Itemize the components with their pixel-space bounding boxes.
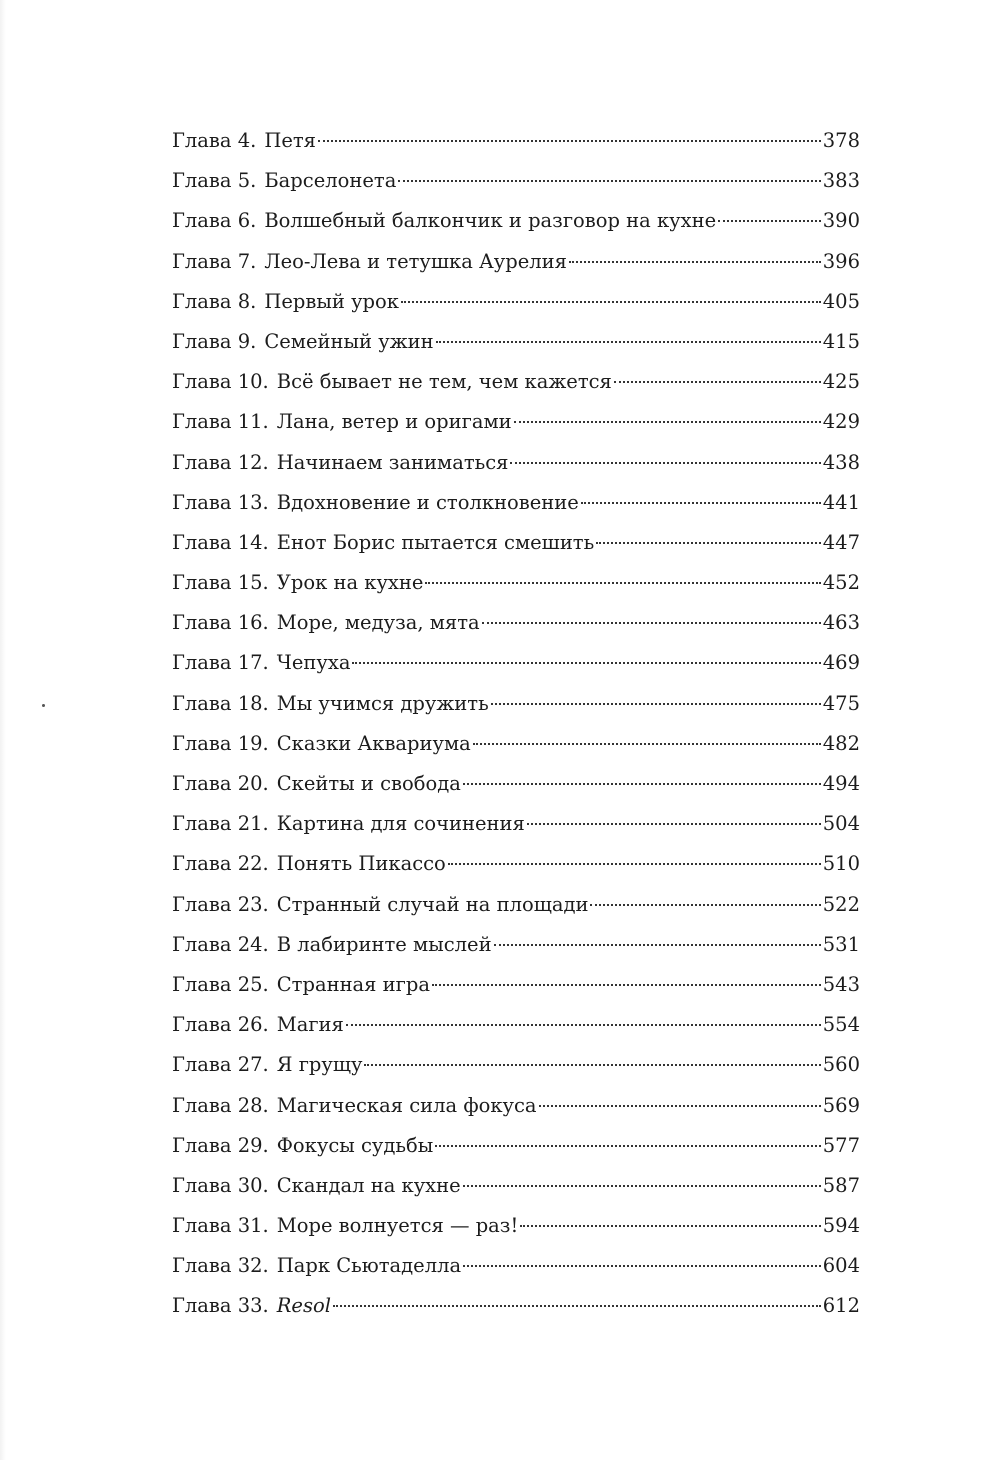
page-number: 383 (822, 169, 860, 193)
toc-entry (172, 1206, 860, 1246)
chapter-label: Глава 25. (172, 972, 269, 996)
chapter-label: Глава 21. (172, 812, 269, 836)
chapter-label: Глава 12. (172, 450, 269, 474)
chapter-label: Глава 14. (172, 530, 269, 554)
chapter-title: Лео-Лева и тетушка Аурелия (264, 249, 567, 273)
page-number: 396 (822, 249, 860, 273)
dot-leader (614, 381, 821, 383)
chapter-title: Парк Сьютаделла (276, 1254, 462, 1278)
chapter-label: Глава 7. (172, 249, 257, 273)
page-number: 482 (822, 731, 860, 755)
chapter-label: Глава 5. (172, 169, 257, 193)
toc-entry (172, 1086, 860, 1126)
toc-entry (172, 643, 860, 683)
page-number: 415 (822, 329, 860, 353)
chapter-title: Фокусы судьбы (276, 1133, 434, 1157)
page-number: 560 (822, 1053, 860, 1077)
toc-entry (172, 965, 860, 1005)
dot-leader (482, 622, 821, 624)
toc-entry (172, 885, 860, 925)
page-number: 531 (822, 932, 860, 956)
chapter-title: Урок на кухне (276, 571, 424, 595)
chapter-label: Глава 32. (172, 1254, 269, 1278)
chapter-label: Глава 11. (172, 410, 269, 434)
page-number: 463 (822, 611, 860, 635)
page-number: 425 (822, 370, 860, 394)
dot-leader (463, 1185, 821, 1187)
chapter-label: Глава 4. (172, 129, 257, 152)
dot-leader (510, 462, 820, 464)
chapter-label: Глава 18. (172, 691, 269, 715)
chapter-label: Глава 6. (172, 209, 257, 233)
chapter-title: Барселонета (264, 169, 397, 193)
page-number: 510 (822, 852, 860, 876)
chapter-label: Глава 30. (172, 1173, 269, 1197)
dot-leader (590, 904, 820, 906)
chapter-label: Глава 28. (172, 1093, 269, 1117)
toc-entry (172, 1005, 860, 1045)
toc-entry (172, 322, 860, 362)
chapter-title: Resol (276, 1294, 331, 1318)
chapter-title: Первый урок (264, 289, 399, 313)
chapter-title: Вдохновение и столкновение (276, 490, 579, 514)
chapter-label: Глава 29. (172, 1133, 269, 1157)
dot-leader (436, 341, 821, 343)
page-number: 554 (822, 1013, 860, 1037)
toc-entry (172, 1126, 860, 1166)
toc-entry (172, 1246, 860, 1286)
chapter-label: Глава 26. (172, 1013, 269, 1037)
chapter-title: Чепуха (276, 651, 351, 675)
page-number: 469 (822, 651, 860, 675)
chapter-label: Глава 33. (172, 1294, 269, 1318)
toc-entry (172, 483, 860, 523)
chapter-label: Глава 10. (172, 370, 269, 394)
page-number: 577 (822, 1133, 860, 1157)
page-number: 475 (822, 691, 860, 715)
dot-leader (398, 180, 820, 182)
dot-leader (318, 140, 821, 142)
dot-leader (364, 1064, 820, 1066)
chapter-label: Глава 8. (172, 289, 257, 313)
page-number: 429 (822, 410, 860, 434)
dot-leader (401, 301, 821, 303)
chapter-title: Петя (264, 129, 316, 152)
toc-entry (172, 925, 860, 965)
chapter-title: Странная игра (276, 972, 431, 996)
chapter-title: Енот Борис пытается смешить (276, 530, 595, 554)
page-number: 522 (822, 892, 860, 916)
chapter-title: Семейный ужин (264, 329, 434, 353)
dot-leader (718, 220, 821, 222)
chapter-label: Глава 22. (172, 852, 269, 876)
toc-entry (172, 804, 860, 844)
chapter-title: Море волнуется — раз! (276, 1214, 519, 1238)
dot-leader (581, 502, 821, 504)
paper-speck (42, 704, 45, 707)
toc-entry (172, 121, 860, 161)
chapter-title: Магия (276, 1013, 344, 1037)
toc-entry (172, 724, 860, 764)
toc-entry (172, 282, 860, 322)
page-number: 452 (822, 571, 860, 595)
dot-leader (432, 984, 821, 986)
dot-leader (352, 662, 820, 664)
dot-leader (448, 863, 821, 865)
page-number: 494 (822, 772, 860, 795)
dot-leader (346, 1024, 821, 1026)
toc-entry (172, 161, 860, 201)
page-number: 441 (822, 490, 860, 514)
dot-leader (333, 1305, 821, 1307)
toc-entry (172, 402, 860, 442)
page-number: 405 (822, 289, 860, 313)
chapter-title: Море, медуза, мята (276, 611, 480, 635)
page-number: 504 (822, 812, 860, 836)
toc-entry (172, 684, 860, 724)
chapter-title: Понять Пикассо (276, 852, 446, 876)
toc-entry (172, 603, 860, 643)
toc-entry (172, 1166, 860, 1206)
chapter-title: Волшебный балкончик и разговор на кухне (264, 209, 717, 233)
chapter-title: Я грущу (276, 1053, 363, 1077)
chapter-label: Глава 27. (172, 1053, 269, 1077)
chapter-label: Глава 17. (172, 651, 269, 675)
page-number: 604 (822, 1254, 860, 1278)
chapter-label: Глава 20. (172, 772, 269, 795)
dot-leader (463, 783, 821, 785)
chapter-label: Глава 13. (172, 490, 269, 514)
toc-entry (172, 242, 860, 282)
chapter-title: Начинаем заниматься (276, 450, 509, 474)
dot-leader (520, 1225, 820, 1227)
dot-leader (463, 1265, 821, 1267)
page-number: 390 (822, 209, 860, 233)
toc-entry (172, 362, 860, 402)
dot-leader (539, 1105, 821, 1107)
chapter-title: Магическая сила фокуса (276, 1093, 537, 1117)
dot-leader (569, 261, 821, 263)
page-number: 447 (822, 530, 860, 554)
toc-entry (172, 201, 860, 241)
chapter-title: В лабиринте мыслей (276, 932, 492, 956)
chapter-label: Глава 15. (172, 571, 269, 595)
page-number: 378 (822, 129, 860, 152)
dot-leader (425, 582, 820, 584)
page-number: 543 (822, 972, 860, 996)
chapter-title: Лана, ветер и оригами (276, 410, 512, 434)
page-number: 594 (822, 1214, 860, 1238)
toc-entry (172, 844, 860, 884)
toc-entry (172, 443, 860, 483)
chapter-title: Скейты и свобода (276, 772, 461, 795)
chapter-title: Скандал на кухне (276, 1173, 461, 1197)
chapter-label: Глава 23. (172, 892, 269, 916)
page-number: 612 (822, 1294, 860, 1318)
chapter-label: Глава 16. (172, 611, 269, 635)
dot-leader (596, 542, 821, 544)
dot-leader (514, 421, 821, 423)
toc-entry (172, 1286, 860, 1326)
page-number: 438 (822, 450, 860, 474)
toc-entry (172, 523, 860, 563)
toc-entry (172, 563, 860, 603)
toc-entry (172, 1045, 860, 1085)
toc-entry (172, 764, 860, 804)
dot-leader (494, 944, 821, 946)
dot-leader (473, 743, 821, 745)
dot-leader (527, 823, 821, 825)
dot-leader (491, 703, 821, 705)
chapter-label: Глава 19. (172, 731, 269, 755)
page-number: 569 (822, 1093, 860, 1117)
page-edge-shadow (0, 0, 6, 1460)
chapter-label: Глава 24. (172, 932, 269, 956)
chapter-title: Странный случай на площади (276, 892, 589, 916)
page-number: 587 (822, 1173, 860, 1197)
chapter-label: Глава 31. (172, 1214, 269, 1238)
chapter-label: Глава 9. (172, 329, 257, 353)
table-of-contents (172, 121, 860, 1327)
chapter-title: Всё бывает не тем, чем кажется (276, 370, 612, 394)
chapter-title: Сказки Аквариума (276, 731, 471, 755)
chapter-title: Мы учимся дружить (276, 691, 489, 715)
chapter-title: Картина для сочинения (276, 812, 525, 836)
dot-leader (435, 1145, 821, 1147)
